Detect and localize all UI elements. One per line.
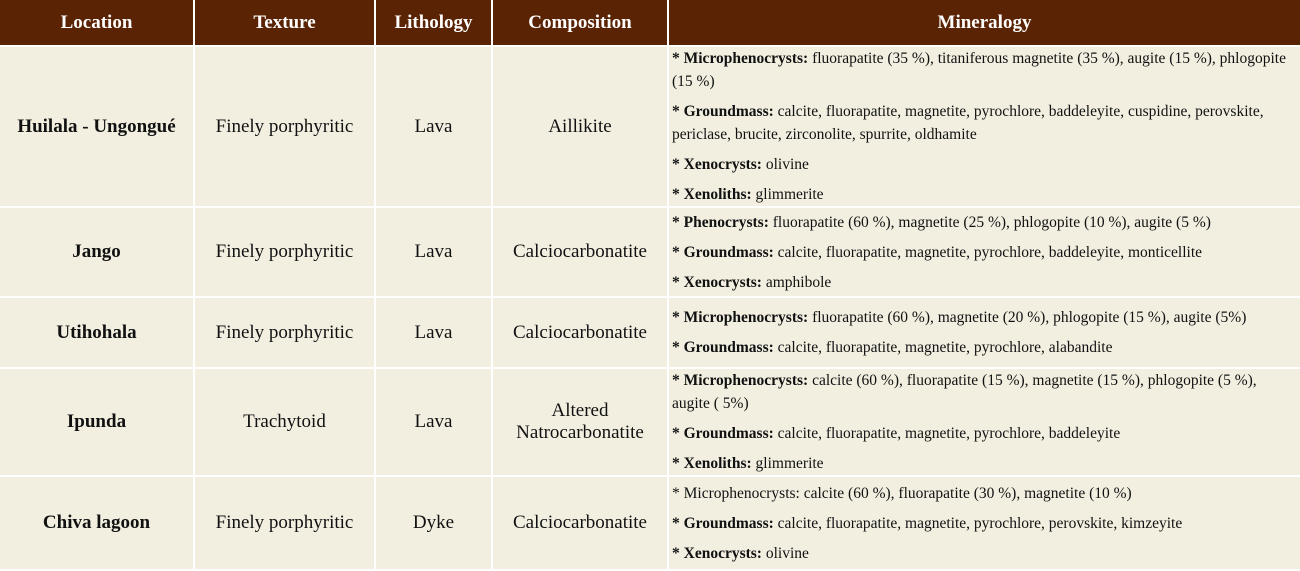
composition-cell: Altered Natrocarbonatite <box>492 368 668 476</box>
header-texture: Texture <box>194 0 375 46</box>
composition-cell: Aillikite <box>492 46 668 207</box>
mineralogy-cell <box>668 46 1300 207</box>
mineralogy-text: olivine <box>761 156 809 173</box>
texture-cell: Finely porphyritic <box>194 207 375 297</box>
mineralogy-entry <box>672 336 1296 359</box>
table-row <box>0 297 1300 368</box>
mineralogy-cell <box>668 207 1300 297</box>
lithology-cell: Lava <box>375 46 492 207</box>
texture-cell: Trachytoid <box>194 368 375 476</box>
mineralogy-label: * Microphenocrysts: <box>672 309 809 326</box>
mineralogy-entry <box>672 452 1296 475</box>
mineralogy-label: * Groundmass: <box>672 103 774 120</box>
location-cell: Jango <box>0 207 194 297</box>
header-mineralogy: Mineralogy <box>668 0 1300 46</box>
mineralogy-text: glimmerite <box>751 186 824 203</box>
mineralogy-entry <box>672 271 1296 294</box>
composition-cell: Calciocarbonatite <box>492 476 668 570</box>
mineralogy-text: calcite, fluorapatite, magnetite, pyrochlore, baddeleyite <box>773 425 1121 442</box>
lithology-cell: Dyke <box>375 476 492 570</box>
mineralogy-entry <box>672 100 1296 146</box>
mineralogy-entry <box>672 241 1296 264</box>
mineralogy-label: * Xenoliths: <box>672 455 752 472</box>
header-lithology: Lithology <box>375 0 492 46</box>
location-cell: Utihohala <box>0 297 194 368</box>
texture-cell: Finely porphyritic <box>194 297 375 368</box>
mineralogy-text: fluorapatite (60 %), magnetite (20 %), phlogopite (15 %), augite (5%) <box>808 309 1247 326</box>
mineralogy-cell <box>668 476 1300 570</box>
mineralogy-text: glimmerite <box>751 455 824 472</box>
location-cell: Huilala - Ungongué <box>0 46 194 207</box>
mineralogy-entry <box>672 422 1296 445</box>
table-row <box>0 207 1300 297</box>
mineralogy-text: fluorapatite (35 %), titaniferous magnetite (35 %), augite (15 %), phlogopite (15 %) <box>672 50 1286 90</box>
mineralogy-entry <box>672 482 1296 505</box>
mineralogy-entry <box>672 183 1296 206</box>
mineralogy-text: calcite, fluorapatite, magnetite, pyrochlore, alabandite <box>773 339 1113 356</box>
lithology-cell: Lava <box>375 207 492 297</box>
mineralogy-text: fluorapatite (60 %), magnetite (25 %), phlogopite (10 %), augite (5 %) <box>768 213 1211 231</box>
mineralogy-text: calcite (60 %), fluorapatite (30 %), magnetite (10 %) <box>799 484 1132 502</box>
mineralogy-label: * Microphenocrysts: <box>672 50 809 67</box>
lithology-cell: Lava <box>375 297 492 368</box>
mineralogy-label: * Xenocrysts: <box>672 544 762 562</box>
mineralogy-entry <box>672 47 1296 93</box>
header-location: Location <box>0 0 194 46</box>
mineralogy-entry <box>672 153 1296 176</box>
mineralogy-label: * Groundmass: <box>672 243 774 261</box>
mineralogy-label: * Xenocrysts: <box>672 273 762 291</box>
mineralogy-text: calcite, fluorapatite, magnetite, pyrochlore, baddeleyite, monticellite <box>773 243 1203 261</box>
location-cell: Chiva lagoon <box>0 476 194 570</box>
mineralogy-label: * Groundmass: <box>672 514 774 532</box>
table-row <box>0 476 1300 570</box>
mineralogy-label: * Xenocrysts: <box>672 156 762 173</box>
header-row <box>0 0 1300 46</box>
mineralogy-entry <box>672 542 1296 565</box>
table-row <box>0 368 1300 476</box>
mineralogy-label: * Phenocrysts: <box>672 213 769 231</box>
mineralogy-label: * Microphenocrysts: <box>672 372 809 389</box>
texture-cell: Finely porphyritic <box>194 476 375 570</box>
lithology-cell: Lava <box>375 368 492 476</box>
header-composition: Composition <box>492 0 668 46</box>
texture-cell: Finely porphyritic <box>194 46 375 207</box>
location-cell: Ipunda <box>0 368 194 476</box>
mineralogy-label: * Groundmass: <box>672 339 774 356</box>
mineralogy-cell <box>668 297 1300 368</box>
mineralogy-entry <box>672 369 1296 415</box>
mineralogy-entry <box>672 512 1296 535</box>
mineralogy-text: olivine <box>761 544 809 562</box>
mineralogy-text: calcite (60 %), fluorapatite (15 %), magnetite (15 %), phlogopite (5 %), augite ( 5%) <box>672 372 1257 412</box>
composition-cell: Calciocarbonatite <box>492 297 668 368</box>
mineralogy-label: * Groundmass: <box>672 425 774 442</box>
table-row <box>0 46 1300 207</box>
mineralogy-entry <box>672 306 1296 329</box>
mineralogy-text: calcite, fluorapatite, magnetite, pyrochlore, baddeleyite, cuspidine, perovskite, periclase, brucite, zirconolite, spurrite, oldhamite <box>672 103 1264 143</box>
mineralogy-label: * Microphenocrysts: <box>672 484 800 502</box>
composition-cell: Calciocarbonatite <box>492 207 668 297</box>
mineralogy-entry <box>672 211 1296 234</box>
mineralogy-label: * Xenoliths: <box>672 186 752 203</box>
mineralogy-cell <box>668 368 1300 476</box>
mineralogy-text: amphibole <box>761 273 832 291</box>
mineralogy-text: calcite, fluorapatite, magnetite, pyrochlore, perovskite, kimzeyite <box>773 514 1183 532</box>
